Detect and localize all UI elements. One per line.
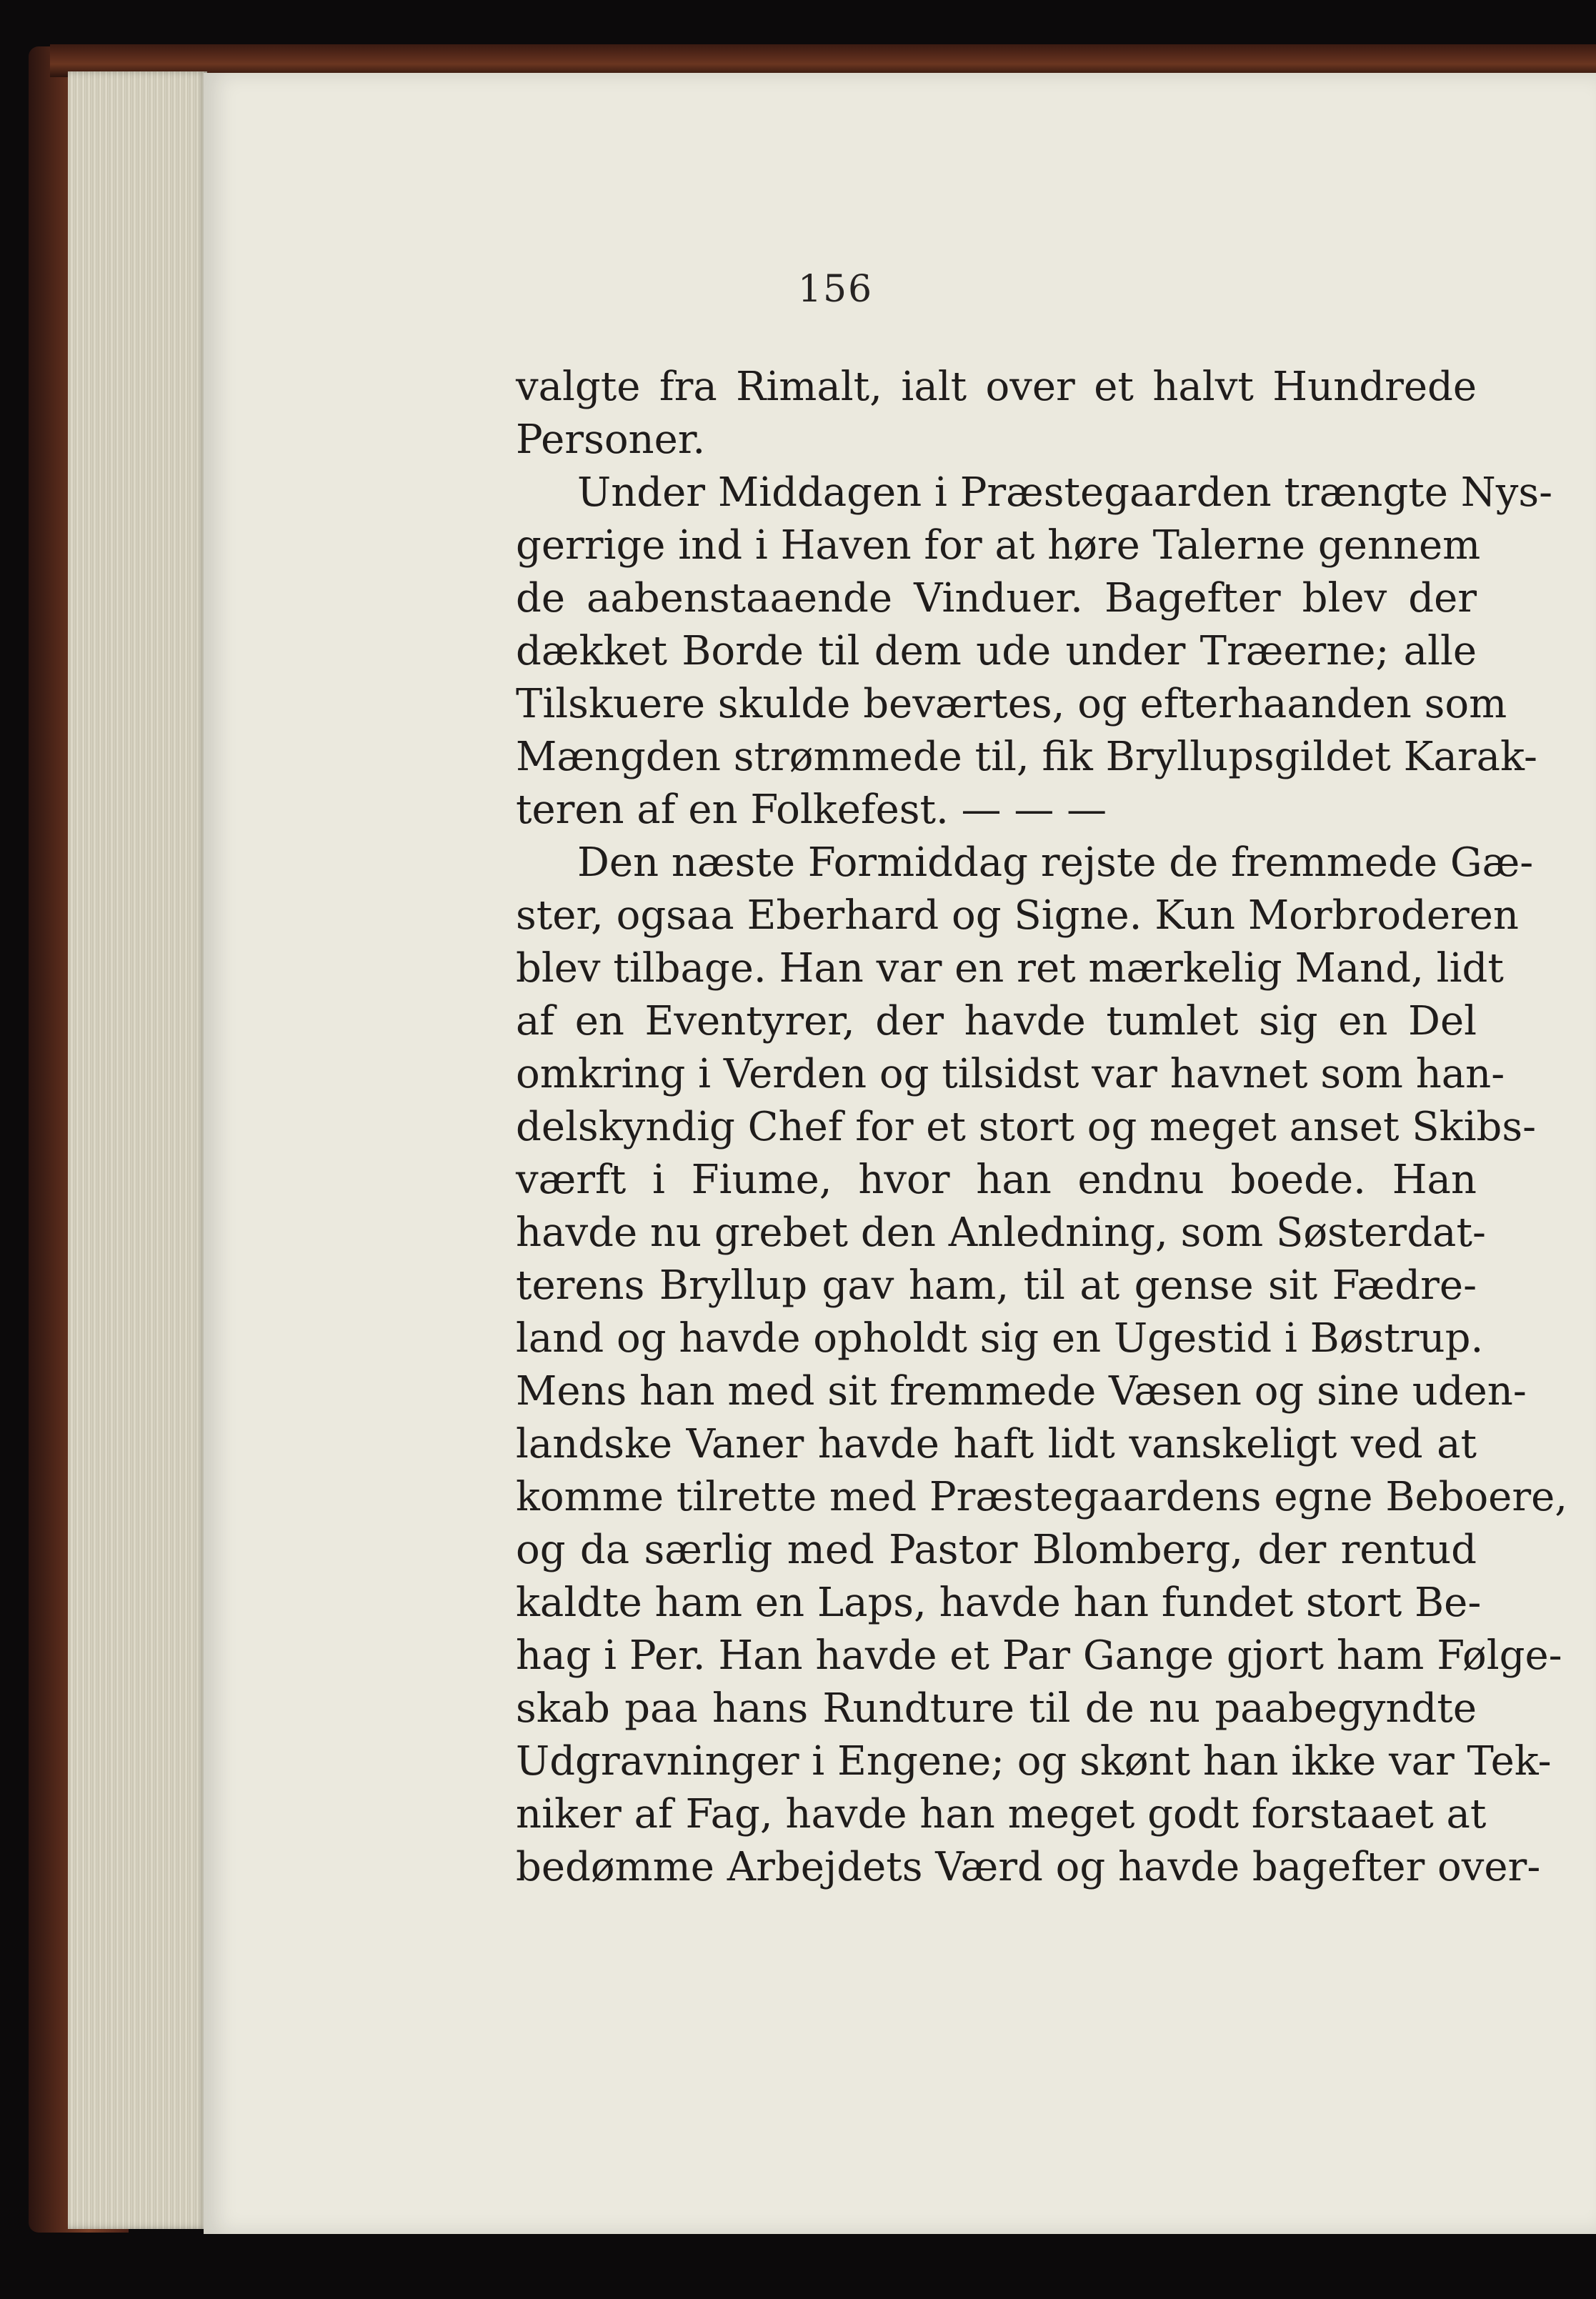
text-line: Personer. xyxy=(516,417,706,463)
text-line: Udgravninger i Engene; og skønt han ikke var Tek- xyxy=(516,1738,1552,1785)
text-line: delskyndig Chef for et stort og meget anset Skibs- xyxy=(516,1104,1536,1150)
text-line: Tilskuere skulde beværtes, og efterhaanden som xyxy=(516,681,1507,727)
text-line: komme tilrette med Præstegaardens egne Beboere, xyxy=(516,1474,1568,1520)
text-line: Mængden strømmede til, fik Bryllupsgildet Karak- xyxy=(516,734,1537,780)
text-line: af en Eventyrer, der havde tumlet sig en Del xyxy=(516,998,1477,1044)
text-line: dækket Borde til dem ude under Træerne; alle xyxy=(516,628,1477,674)
text-line: Mens han med sit fremmede Væsen og sine uden- xyxy=(516,1368,1527,1415)
page-edges xyxy=(68,71,207,2229)
text-line: terens Bryllup gav ham, til at gense sit Fædre- xyxy=(516,1262,1477,1309)
text-line: niker af Fag, havde han meget godt forstaaet at xyxy=(516,1791,1487,1837)
text-line: ster, ogsaa Eberhard og Signe. Kun Morbroderen xyxy=(516,892,1519,939)
text-line: blev tilbage. Han var en ret mærkelig Mand, lidt xyxy=(516,945,1504,992)
body-text xyxy=(516,361,1568,1894)
text-line: valgte fra Rimalt, ialt over et halvt Hundrede xyxy=(516,364,1477,410)
text-line: værft i Fiume, hvor han endnu boede. Han xyxy=(516,1157,1477,1203)
text-line: kaldte ham en Laps, havde han fundet stort Be- xyxy=(516,1580,1482,1626)
text-line: teren af en Folkefest. — — — xyxy=(516,787,1107,833)
text-line: de aabenstaaende Vinduer. Bagefter blev der xyxy=(516,575,1477,622)
text-line: omkring i Verden og tilsidst var havnet som han- xyxy=(516,1051,1505,1097)
page-number: 156 xyxy=(797,268,874,311)
text-line: og da særlig med Pastor Blomberg, der rentud xyxy=(516,1527,1477,1573)
text-line: bedømme Arbejdets Værd og havde bagefter over- xyxy=(516,1844,1541,1890)
text-line: havde nu grebet den Anledning, som Søsterdat- xyxy=(516,1210,1486,1256)
text-line: landske Vaner havde haft lidt vanskeligt ved at xyxy=(516,1421,1477,1467)
text-line: Den næste Formiddag rejste de fremmede Gæ- xyxy=(577,839,1534,886)
text-line: gerrige ind i Haven for at høre Talerne gennem xyxy=(516,522,1481,569)
text-line: hag i Per. Han havde et Par Gange gjort ham Følge- xyxy=(516,1632,1562,1679)
text-line: skab paa hans Rundture til de nu paabegyndte xyxy=(516,1685,1477,1732)
text-line: Under Middagen i Præstegaarden trængte Nys- xyxy=(577,469,1552,516)
text-line: land og havde opholdt sig en Ugestid i Bøstrup. xyxy=(516,1315,1484,1362)
